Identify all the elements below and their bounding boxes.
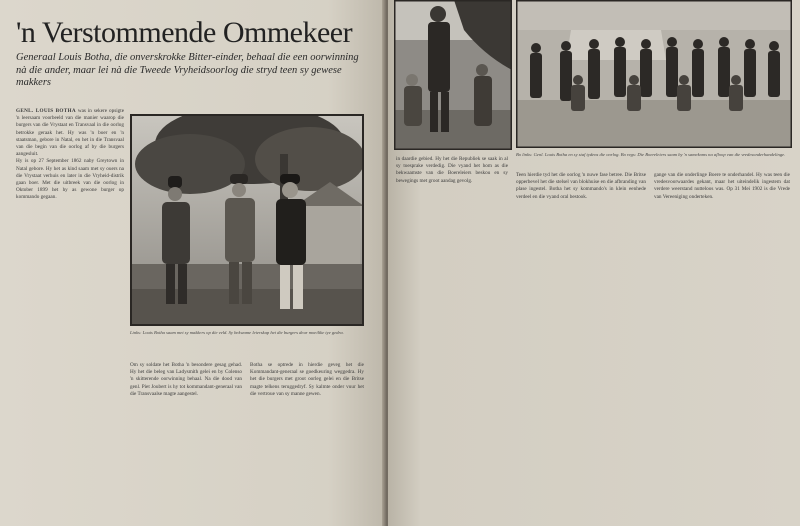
right-page: [388, 0, 800, 526]
group-caption: Bo regs: Die Boereleiers saam by 'n samekoms na afloop van die vredesonderhandelinge.: [620, 152, 786, 157]
right-photos-caption: [516, 152, 792, 166]
column-6-text: gange van die onderlinge Boere te onderhandel. Hy was teen die vredesvoorwaardes gekant, maar het uiteindelik ingestem dat verdere weerstand nutteloos was. Op 31 Mei 1902 is die Vrede van Vereeniging onderteken.: [654, 172, 790, 200]
left-page: [0, 0, 386, 526]
column-3-text: Botha se optrede in hierdie geveg het die Kommandant-generaal se goedkeuring weggedra. Hy het die burgers met groot oorleg gelei en die Britse magte telkens teruggedryf. Sy kalmte onder vuur het die vertroue van sy manne gewen.: [250, 362, 364, 397]
column-2-text: Om sy soldate het Botha 'n besondere gesag gehad. Hy het die beleg van Ladysmith gelei en by Colenso 'n skitterende oorwinning behaal. Na die dood van genl. Piet Joubert is hy tot kommandant-generaal van die Transvaalse magte aangestel.: [130, 362, 242, 397]
text-column-2: [130, 362, 242, 502]
left-photo-caption: Links: Louis Botha saam met sy makkers op die veld. Sy bekwame leierskap het die burgers deur moeilike tye gedra.: [130, 330, 344, 335]
column-5-text: Teen hierdie tyd het die oorlog 'n nuwe fase betree. Die Britse opperbevel het die stelsel van blokhuise en die afbranding van plase ingestel. Botha het sy kommando's in klein eenhede verdeel en die vyand oral bestook.: [516, 172, 646, 200]
text-column-3: [250, 362, 364, 502]
text-column-6: [654, 172, 790, 518]
run-in-heading: GENL. LOUIS BOTHA: [16, 108, 76, 114]
top-right-caption: Bo links: Genl. Louis Botha en sy staf tydens die oorlog.: [516, 152, 620, 157]
botha-photo: [130, 114, 364, 326]
group-photo: [516, 0, 792, 148]
text-column-1: [16, 108, 124, 496]
article-subtitle: Generaal Louis Botha, die onverskrokke Bitter-einder, behaal die een oorwinning nà die ander, maar lei nà die Tweede Vryheidsoorlog die stryd teen sy gewese makkers: [16, 52, 359, 88]
text-column-4: [396, 156, 508, 518]
text-column-5: [516, 172, 646, 518]
column-1-more: Hy is op 27 September 1862 naby Greytown in Natal gebore. Hy het as kind saam met sy ouers na die Vrystaat verhuis en later in die Vryheid-distrik gaan boer. Met die uitbreek van die oorlog in Oktober 1899 het hy as gewone burger op kommando gegaan.: [16, 158, 124, 201]
column-4-text: in daardie gebied. Hy het die Republiek se saak in al sy toesprake verdedig. Die vyand het hom as die bekwaamste van die Boereleiers beskou en sy bewegings met groot aandag gevolg.: [396, 156, 508, 184]
staff-photo: [394, 0, 512, 150]
column-1-intro: was in sekere opsigte 'n leersaam voorbeeld van die manier waarop die burgers van die Vrystaat en Transvaal in die oorlog betrokke geraak het. Hy was 'n boer en 'n staatsman, gebore in Natal, en het in die Transvaal van die begin van die oorlog af by die burgers aangesluit.: [16, 108, 124, 158]
article-title: 'n Verstommende Ommekeer: [16, 16, 353, 49]
